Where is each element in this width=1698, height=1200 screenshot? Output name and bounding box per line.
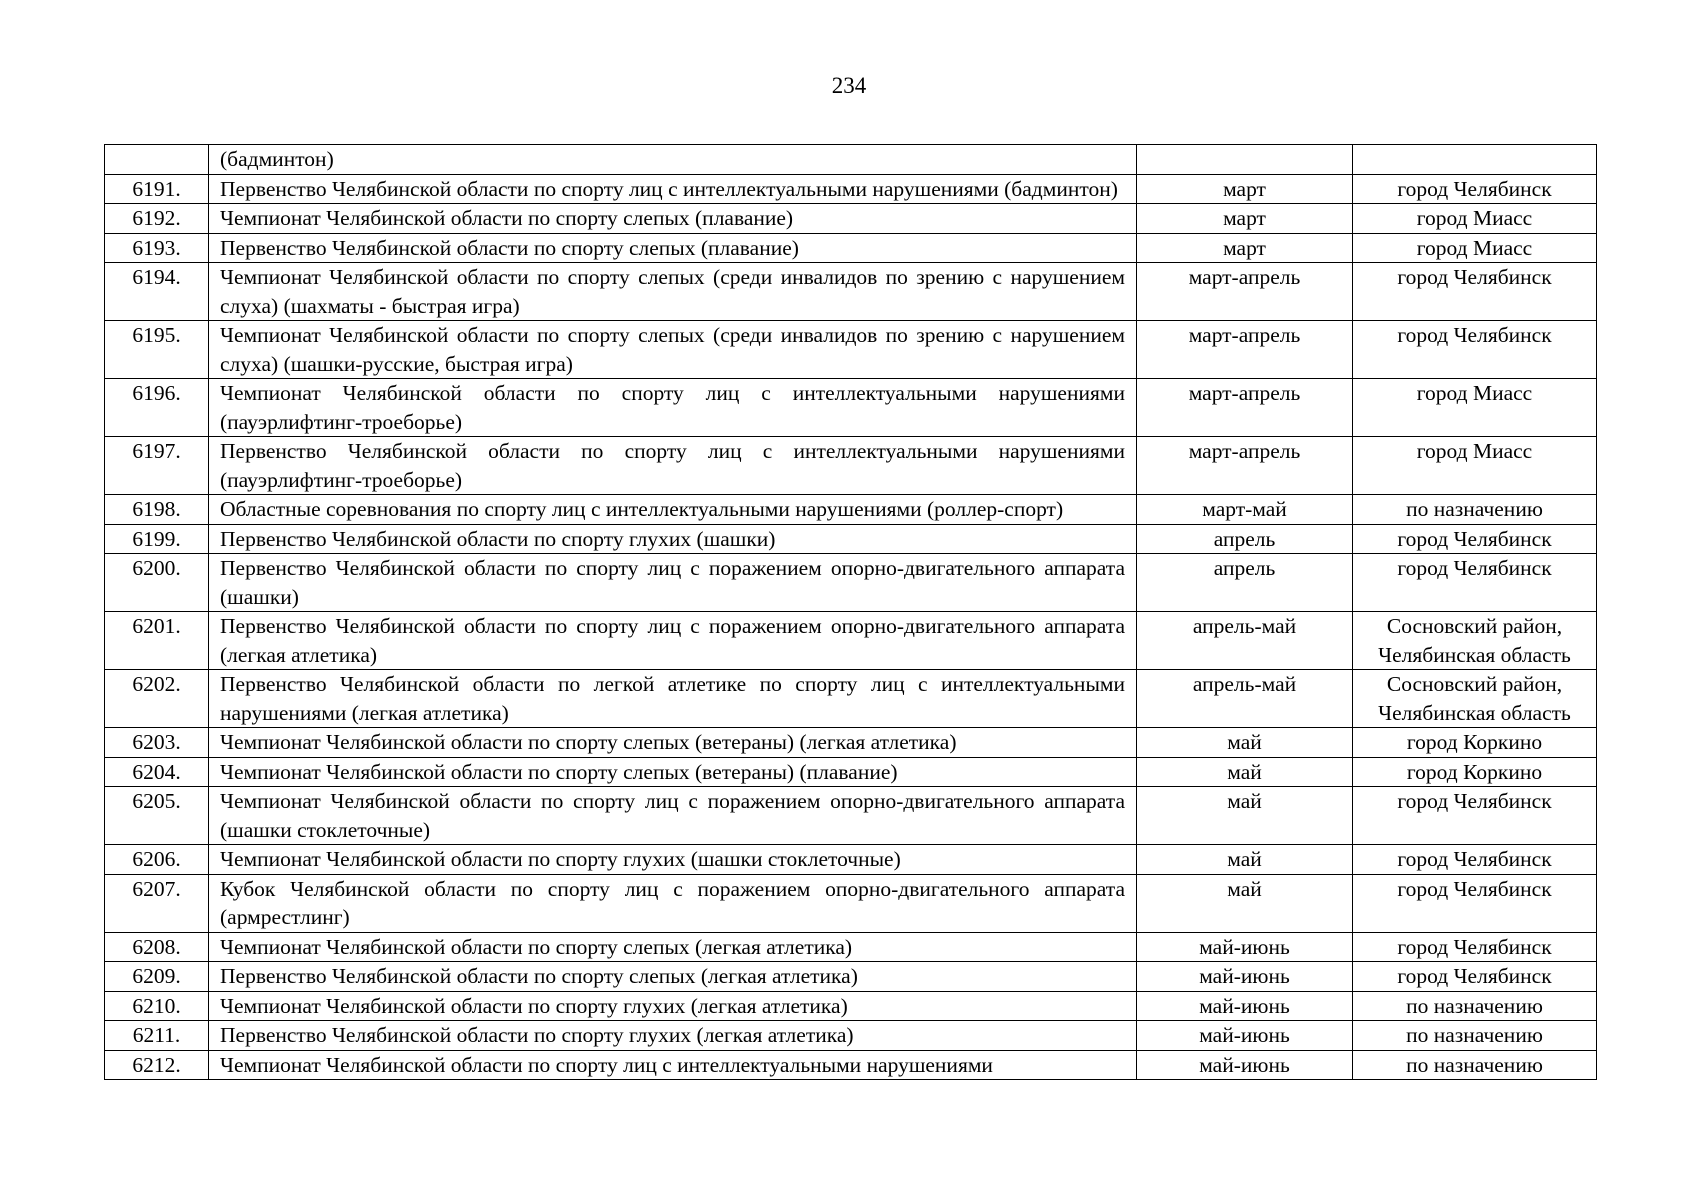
event-place: город Челябинск — [1353, 263, 1597, 321]
event-place: город Челябинск — [1353, 524, 1597, 554]
event-number: 6194. — [105, 263, 209, 321]
event-dates: май-июнь — [1137, 1050, 1353, 1080]
event-name: Первенство Челябинской области по спорту лиц с интеллектуальными нарушениями (бадминтон) — [209, 174, 1137, 204]
table-row — [105, 787, 1597, 845]
event-dates: апрель-май — [1137, 612, 1353, 670]
event-dates: май — [1137, 874, 1353, 932]
event-dates: май-июнь — [1137, 932, 1353, 962]
table-row — [105, 321, 1597, 379]
event-place — [1353, 145, 1597, 175]
event-number: 6200. — [105, 554, 209, 612]
event-name: Чемпионат Челябинской области по спорту лиц с поражением опорно-двигательного аппарата (шашки стоклеточные) — [209, 787, 1137, 845]
table-row — [105, 932, 1597, 962]
table-row — [105, 874, 1597, 932]
event-place: город Челябинск — [1353, 845, 1597, 875]
table-row — [105, 263, 1597, 321]
event-name: (бадминтон) — [209, 145, 1137, 175]
event-dates: май — [1137, 845, 1353, 875]
event-place: по назначению — [1353, 1050, 1597, 1080]
event-dates: март-апрель — [1137, 379, 1353, 437]
event-dates: март-май — [1137, 495, 1353, 525]
event-dates: март-апрель — [1137, 321, 1353, 379]
table-row — [105, 612, 1597, 670]
table-row — [105, 845, 1597, 875]
table-row — [105, 554, 1597, 612]
event-name: Чемпионат Челябинской области по спорту лиц с интеллектуальными нарушениями (пауэрлифтинг-троеборье) — [209, 379, 1137, 437]
event-place: город Миасс — [1353, 204, 1597, 234]
event-number: 6208. — [105, 932, 209, 962]
event-place: город Челябинск — [1353, 321, 1597, 379]
event-name: Областные соревнования по спорту лиц с интеллектуальными нарушениями (роллер-спорт) — [209, 495, 1137, 525]
event-name: Чемпионат Челябинской области по спорту глухих (шашки стоклеточные) — [209, 845, 1137, 875]
event-number: 6191. — [105, 174, 209, 204]
event-number: 6198. — [105, 495, 209, 525]
event-place: город Челябинск — [1353, 174, 1597, 204]
event-place: город Челябинск — [1353, 932, 1597, 962]
event-dates: апрель-май — [1137, 670, 1353, 728]
event-name: Чемпионат Челябинской области по спорту слепых (ветераны) (легкая атлетика) — [209, 728, 1137, 758]
event-dates: май — [1137, 787, 1353, 845]
event-place: Сосновский район, Челябинская область — [1353, 670, 1597, 728]
event-name: Чемпионат Челябинской области по спорту слепых (среди инвалидов по зрению с нарушением слуха) (шашки-русские, быстрая игра) — [209, 321, 1137, 379]
event-number: 6205. — [105, 787, 209, 845]
event-dates: март — [1137, 204, 1353, 234]
table-row — [105, 962, 1597, 992]
event-place: город Челябинск — [1353, 962, 1597, 992]
table-row — [105, 757, 1597, 787]
event-number: 6207. — [105, 874, 209, 932]
events-table-body — [105, 145, 1597, 1080]
event-dates: май-июнь — [1137, 962, 1353, 992]
event-name: Первенство Челябинской области по спорту лиц с поражением опорно-двигательного аппарата (легкая атлетика) — [209, 612, 1137, 670]
table-row — [105, 437, 1597, 495]
event-place: город Миасс — [1353, 379, 1597, 437]
event-name: Чемпионат Челябинской области по спорту слепых (среди инвалидов по зрению с нарушением слуха) (шахматы - быстрая игра) — [209, 263, 1137, 321]
table-row — [105, 728, 1597, 758]
event-name: Чемпионат Челябинской области по спорту глухих (легкая атлетика) — [209, 991, 1137, 1021]
table-row — [105, 1050, 1597, 1080]
event-number: 6196. — [105, 379, 209, 437]
event-place: по назначению — [1353, 1021, 1597, 1051]
table-row — [105, 991, 1597, 1021]
event-name: Первенство Челябинской области по спорту глухих (шашки) — [209, 524, 1137, 554]
table-row — [105, 379, 1597, 437]
event-number — [105, 145, 209, 175]
event-dates: март-апрель — [1137, 437, 1353, 495]
event-number: 6202. — [105, 670, 209, 728]
table-row — [105, 204, 1597, 234]
event-place: город Коркино — [1353, 728, 1597, 758]
table-row — [105, 670, 1597, 728]
event-number: 6195. — [105, 321, 209, 379]
event-place: по назначению — [1353, 495, 1597, 525]
event-place: город Челябинск — [1353, 554, 1597, 612]
event-number: 6199. — [105, 524, 209, 554]
event-number: 6209. — [105, 962, 209, 992]
event-place: город Челябинск — [1353, 787, 1597, 845]
event-number: 6211. — [105, 1021, 209, 1051]
event-number: 6204. — [105, 757, 209, 787]
event-name: Первенство Челябинской области по спорту лиц с поражением опорно-двигательного аппарата (шашки) — [209, 554, 1137, 612]
table-row — [105, 174, 1597, 204]
event-place: по назначению — [1353, 991, 1597, 1021]
event-number: 6201. — [105, 612, 209, 670]
event-dates: март — [1137, 233, 1353, 263]
events-table — [104, 144, 1597, 1080]
event-dates: май-июнь — [1137, 1021, 1353, 1051]
event-number: 6210. — [105, 991, 209, 1021]
event-name: Первенство Челябинской области по спорту слепых (легкая атлетика) — [209, 962, 1137, 992]
table-row — [105, 145, 1597, 175]
event-number: 6203. — [105, 728, 209, 758]
event-name: Первенство Челябинской области по спорту лиц с интеллектуальными нарушениями (пауэрлифтинг-троеборье) — [209, 437, 1137, 495]
event-name: Первенство Челябинской области по легкой атлетике по спорту лиц с интеллектуальными нарушениями (легкая атлетика) — [209, 670, 1137, 728]
event-dates: март — [1137, 174, 1353, 204]
event-number: 6197. — [105, 437, 209, 495]
event-name: Чемпионат Челябинской области по спорту слепых (ветераны) (плавание) — [209, 757, 1137, 787]
event-name: Первенство Челябинской области по спорту слепых (плавание) — [209, 233, 1137, 263]
event-place: город Коркино — [1353, 757, 1597, 787]
event-place: город Миасс — [1353, 233, 1597, 263]
event-name: Чемпионат Челябинской области по спорту слепых (легкая атлетика) — [209, 932, 1137, 962]
table-row — [105, 524, 1597, 554]
event-place: город Челябинск — [1353, 874, 1597, 932]
event-number: 6192. — [105, 204, 209, 234]
event-place: Сосновский район, Челябинская область — [1353, 612, 1597, 670]
table-row — [105, 495, 1597, 525]
event-dates: март-апрель — [1137, 263, 1353, 321]
event-number: 6212. — [105, 1050, 209, 1080]
event-dates: апрель — [1137, 554, 1353, 612]
event-name: Чемпионат Челябинской области по спорту лиц с интеллектуальными нарушениями — [209, 1050, 1137, 1080]
event-dates: апрель — [1137, 524, 1353, 554]
event-name: Кубок Челябинской области по спорту лиц с поражением опорно-двигательного аппарата (армрестлинг) — [209, 874, 1137, 932]
page-number: 234 — [831, 73, 867, 98]
event-number: 6193. — [105, 233, 209, 263]
table-row — [105, 233, 1597, 263]
event-place: город Миасс — [1353, 437, 1597, 495]
table-row — [105, 1021, 1597, 1051]
event-number: 6206. — [105, 845, 209, 875]
event-dates — [1137, 145, 1353, 175]
event-name: Первенство Челябинской области по спорту глухих (легкая атлетика) — [209, 1021, 1137, 1051]
event-dates: май — [1137, 757, 1353, 787]
event-dates: май-июнь — [1137, 991, 1353, 1021]
event-name: Чемпионат Челябинской области по спорту слепых (плавание) — [209, 204, 1137, 234]
event-dates: май — [1137, 728, 1353, 758]
